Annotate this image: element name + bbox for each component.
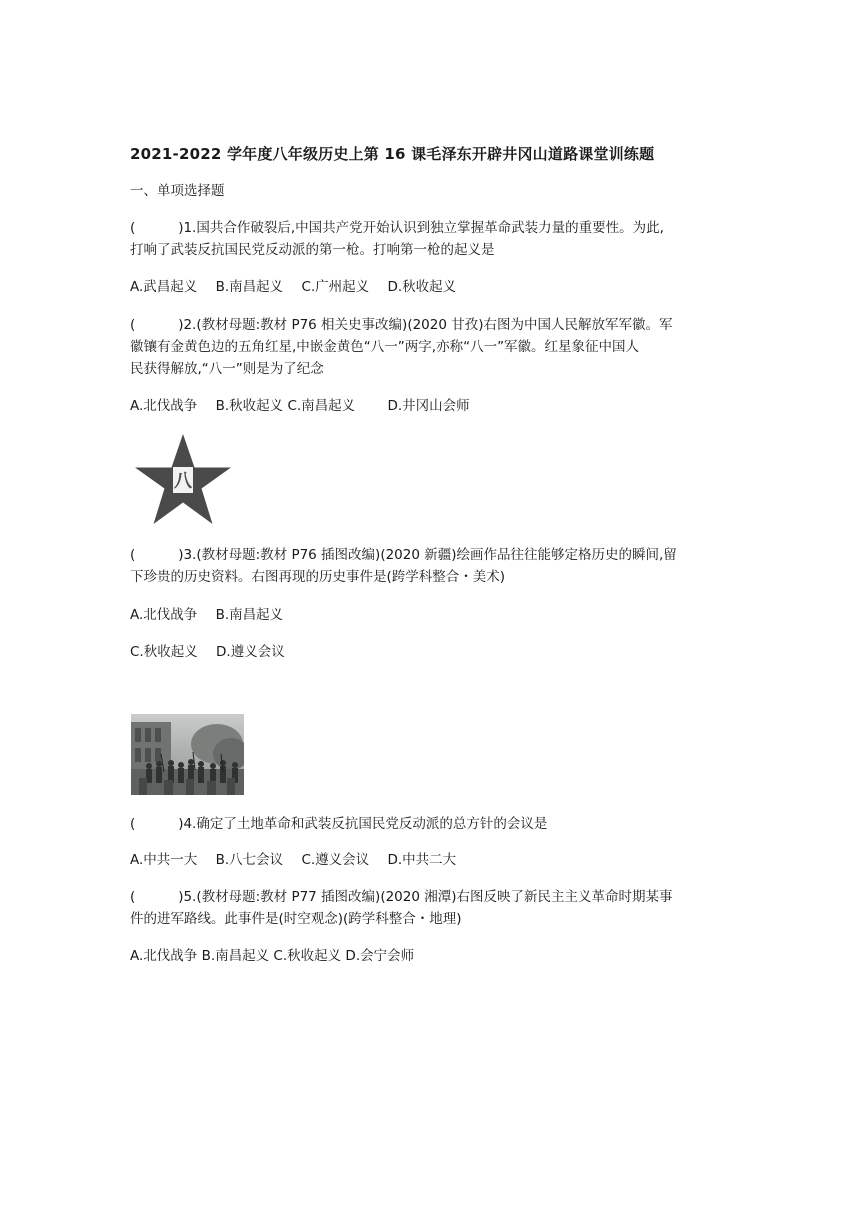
option-a: A.中共一大 (130, 852, 198, 868)
question-5-line-2: 件的进军路线。此事件是(时空观念)(跨学科整合・地理) (130, 911, 462, 927)
option-a: A.北伐战争 (130, 607, 198, 623)
question-1-line-2: 打响了武装反抗国民党反动派的第一枪。打响第一枪的起义是 (130, 242, 495, 258)
answer-paren: ( (130, 317, 136, 333)
question-4-options (130, 850, 470, 870)
option-b: B.八七会议 (215, 852, 284, 868)
question-4-text-1: )4.确定了土地革命和武装反抗国民党反动派的总方针的会议是 (135, 816, 548, 832)
section-heading: 一、单项选择题 (130, 183, 225, 199)
question-3-line-1 (130, 545, 677, 565)
question-3-options-1 (130, 605, 297, 625)
question-2-options (130, 396, 484, 416)
question-3-text-1: )3.(教材母题:教材 P76 插图改编)(2020 新疆)绘画作品往往能够定格历史的瞬间,留 (135, 547, 677, 563)
answer-paren: ( (130, 547, 136, 563)
question-1-text-1: )1.国共合作破裂后,中国共产党开始认识到独立掌握革命武装力量的重要性。为此, (135, 220, 664, 236)
star-icon (133, 434, 233, 526)
option-c: C.秋收起义 (130, 644, 198, 660)
option-d: D.中共二大 (387, 852, 457, 868)
option-d: D.遵义会议 (216, 644, 285, 660)
document-title: 2021-2022 学年度八年级历史上第 16 课毛泽东开辟井冈山道路课堂训练题 (130, 145, 655, 163)
option-d: D.秋收起义 (387, 279, 457, 295)
question-5-text-1: )5.(教材母题:教材 P77 插图改编)(2020 湘潭)右图反映了新民主主义革命时期某事 (135, 889, 673, 905)
question-3-line-2: 下珍贵的历史资料。右图再现的历史事件是(跨学科整合・美术) (130, 569, 506, 585)
option-b: B.南昌起义 (215, 607, 284, 623)
option-b: B.南昌起义 (215, 279, 284, 295)
question-5-options: A.北伐战争 B.南昌起义 C.秋收起义 D.会宁会师 (130, 948, 415, 964)
option-a: A.北伐战争 (130, 398, 198, 414)
question-2-line-1 (130, 315, 673, 335)
question-1-line-1 (130, 218, 664, 238)
answer-paren: ( (130, 220, 136, 236)
question-2-text-1: )2.(教材母题:教材 P76 相关史事改编)(2020 甘孜)右图为中国人民解放军军徽。军 (135, 317, 673, 333)
option-d: D.井冈山会师 (387, 398, 470, 414)
painting-illustration (131, 714, 244, 795)
option-c: C.广州起义 (301, 279, 370, 295)
question-3-options-2 (130, 642, 299, 662)
question-4-line-1 (130, 814, 547, 834)
option-c: C.遵义会议 (301, 852, 370, 868)
question-2-line-3: 民获得解放,“八一”则是为了纪念 (130, 361, 324, 377)
badge-char: 八 (174, 471, 192, 492)
army-badge-image (133, 434, 233, 526)
option-a: A.武昌起义 (130, 279, 198, 295)
question-1-options (130, 277, 470, 297)
option-b-c: B.秋收起义 C.南昌起义 (215, 398, 356, 414)
history-painting-image (131, 714, 244, 795)
question-2-line-2: 徽镶有金黄色边的五角红星,中嵌金黄色“八一”两字,亦称“八一”军徽。红星象征中国人 (130, 339, 640, 355)
answer-paren: ( (130, 889, 136, 905)
answer-paren: ( (130, 816, 136, 832)
question-5-line-1 (130, 887, 673, 907)
